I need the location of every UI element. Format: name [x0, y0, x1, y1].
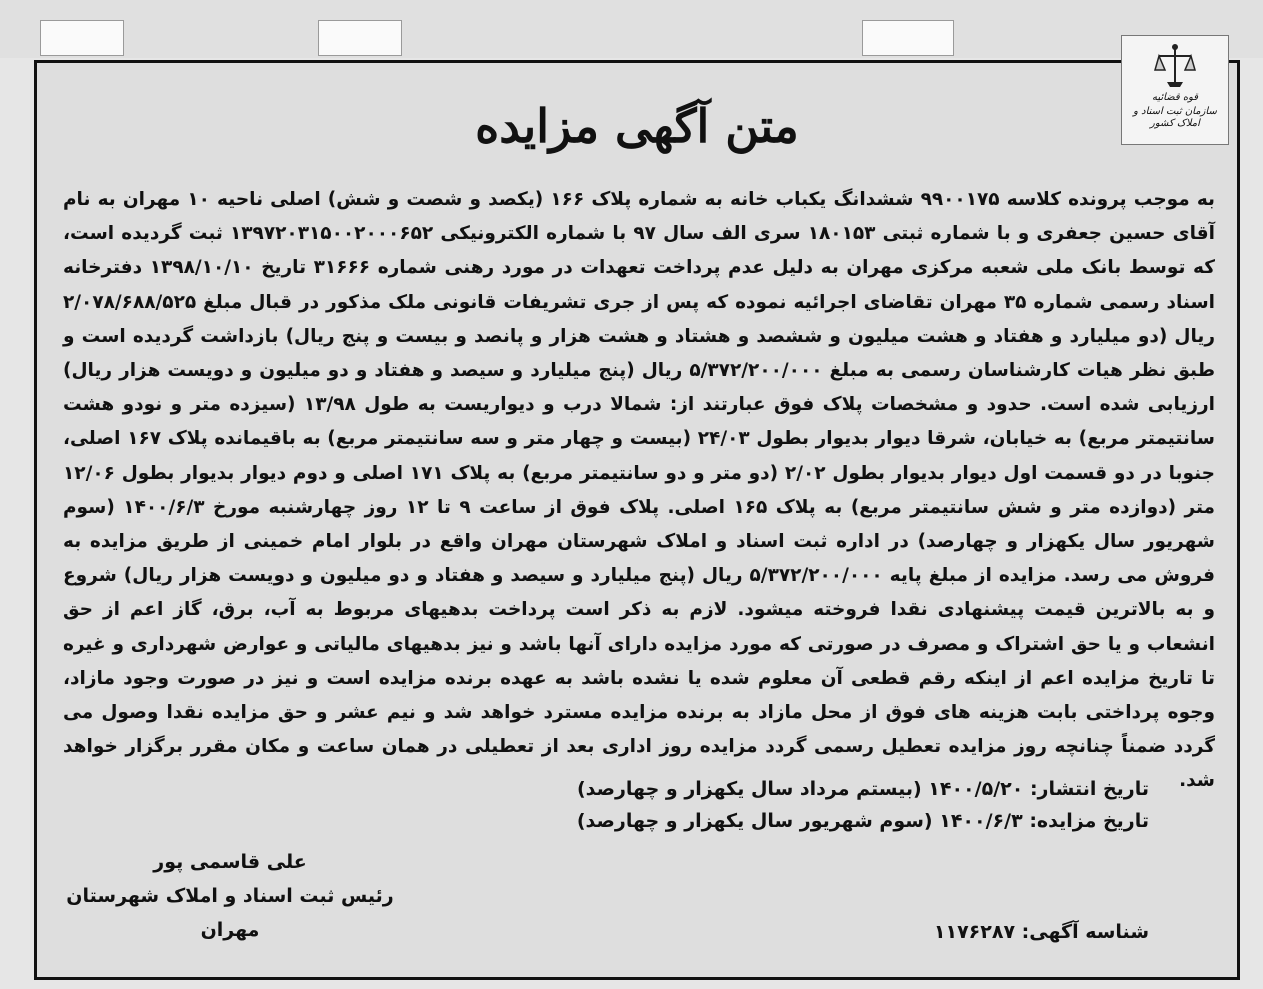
- notice-frame: [34, 60, 1240, 980]
- publish-date: تاریخ انتشار: ۱۴۰۰/۵/۲۰ (بیستم مرداد سال یکهزار و چهارصد): [576, 778, 1149, 800]
- signature-block: [65, 845, 395, 947]
- page-title: متن آگهی مزایده: [475, 99, 799, 153]
- dates-block: [577, 773, 1149, 837]
- blank-tab: [862, 20, 954, 56]
- emblem-icon: [1153, 42, 1197, 90]
- notice-body: به موجب پرونده کلاسه ۹۹۰۰۱۷۵ ششدانگ یکباب خانه به شماره پلاک ۱۶۶ (یکصد و شصت و شش) اصلی ناحیه ۱۰ مهران به نام آقای حسین جعفری و با شماره ثبتی ۱۸۰۱۵۳ سری الف سال ۹۷ با شماره الکترونیکی ۱۳۹۷۲۰۳۱۵۰۰۲۰۰۰۶۵۲ ثبت گردیده است، که توسط بانک ملی شعبه مرکزی مهران به دلیل عدم پرداخت تعهدات در مورد رهنی شماره ۳۱۶۶۶ تاریخ ۱۳۹۸/۱۰/۱۰ دفترخانه اسناد رسمی شماره ۳۵ مهران تقاضای اجرائیه نموده که پس از جری تشریفات قانونی ملک مذکور در قبال مبلغ ۲/۰۷۸/۶۸۸/۵۲۵ ریال (دو میلیارد و هفتاد و هشت میلیون و ششصد و هشتاد و هشت هزار و پانصد و بیست و پنج ریال) بازداشت گردیده است و طبق نظر هیات کارشناسان رسمی به مبلغ ۵/۳۷۲/۲۰۰/۰۰۰ ریال (پنج میلیارد و سیصد و هفتاد و دو میلیون و دویست هزار ریال) ارزیابی شده است. حدود و مشخصات پلاک فوق عبارتند از: شمالا درب و دیواریست به طول ۱۳/۹۸ (سیزده متر و نودو هشت سانتیمتر مربع) به خیابان، شرقا دیوار بدیوار بطول ۲۴/۰۳ (بیست و چهار متر و سه سانتیمتر مربع) به باقیمانده پلاک ۱۶۷ اصلی، جنوبا در دو قسمت اول دیوار بدیوار بطول ۲/۰۲ (دو متر و دو سانتیمتر مربع) به پلاک ۱۷۱ اصلی و دوم دیوار بدیوار بطول ۱۲/۰۶ متر (دوازده متر و شش سانتیمتر مربع) به پلاک ۱۶۵ اصلی. پلاک فوق از ساعت ۹ تا ۱۲ روز چهارشنبه مورخ ۱۴۰۰/۶/۳ (سوم شهریور سال یکهزار و چهارصد) در اداره ثبت اسناد و املاک شهرستان مهران واقع در بلوار امام خمینی از طریق مزایده به فروش می رسد. مزایده از مبلغ پایه ۵/۳۷۲/۲۰۰/۰۰۰ ریال (پنج میلیارد و سیصد و هفتاد و دو میلیون و دویست هزار ریال) شروع و به بالاترین قیمت پیشنهادی نقدا فروخته میشود. لازم به ذکر است پرداخت بدهیهای مربوط به آب، برق، گاز اعم از حق انشعاب و یا حق اشتراک و مصرف در صورتی که مورد مزایده دارای آنها باشد و نیز بدهیهای مالیاتی و عوارض شهرداری و غیره تا تاریخ مزایده اعم از اینکه رقم قطعی آن معلوم شده یا نشده باشد به عهده برنده مزایده است و نیز در صورت وجود مازاد، وجوه پرداختی بابت هزینه های فوق از محل مازاد به برنده مزایده مسترد خواهد شد و نیم عشر و حق مزایده نقدا وصول می گردد ضمناً چنانچه روز مزایده تعطیل رسمی گردد مزایده روز اداری بعد از تعطیلی در همان ساعت و مکان مقرر برگزار خواهد شد.: [63, 189, 1216, 792]
- auction-date: تاریخ مزایده: ۱۴۰۰/۶/۳ (سوم شهریور سال یکهزار و چهارصد): [576, 810, 1149, 832]
- emblem-line-2: سازمان ثبت اسناد و املاک کشور: [1133, 106, 1217, 129]
- blank-tab: [40, 20, 124, 56]
- blank-tab: [318, 20, 402, 56]
- top-strip: [0, 0, 1263, 58]
- signer-role: رئیس ثبت اسناد و املاک شهرستان مهران: [66, 885, 394, 941]
- ad-id: شناسه آگهی: ۱۱۷۶۲۸۷: [933, 921, 1149, 943]
- emblem-line-1: قوه قضائیه: [1151, 92, 1199, 103]
- signer-name: علی قاسمی پور: [153, 851, 307, 873]
